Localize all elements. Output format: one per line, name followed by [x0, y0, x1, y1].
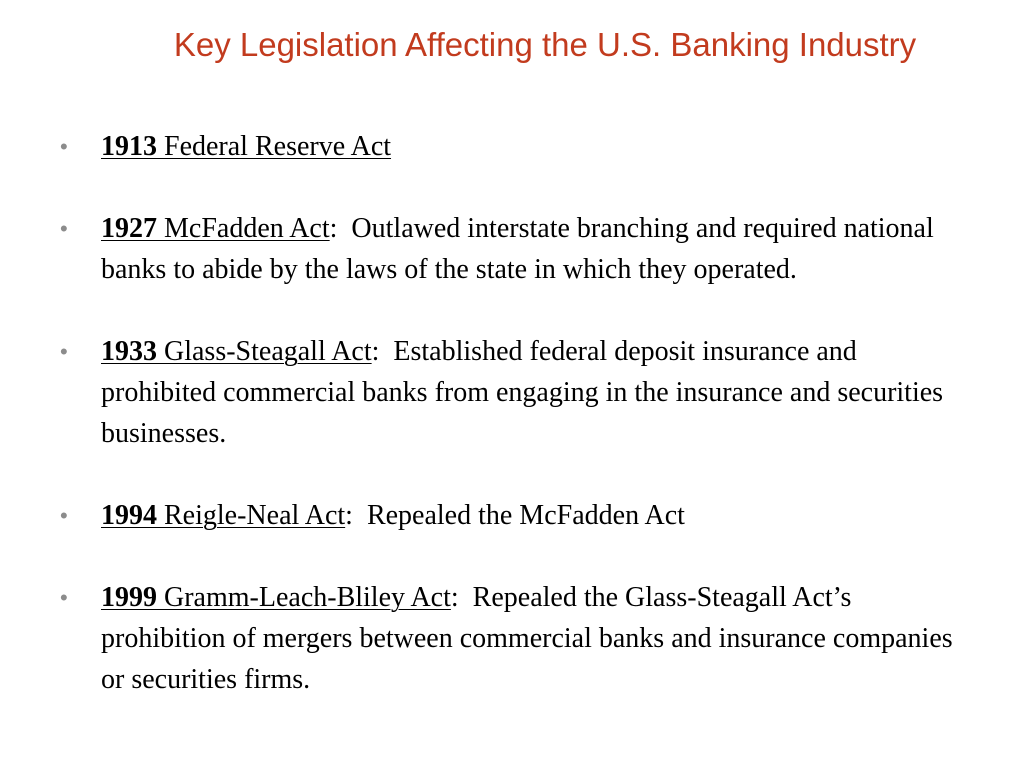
act-name: Federal Reserve Act — [164, 131, 392, 162]
act-year: 1913 — [101, 131, 157, 162]
list-item — [60, 577, 960, 700]
act-title — [101, 131, 391, 162]
act-title — [101, 213, 330, 244]
act-name: Reigle-Neal Act — [164, 500, 346, 531]
act-year: 1927 — [101, 213, 157, 244]
act-separator: : — [371, 336, 380, 367]
act-year: 1999 — [101, 582, 157, 613]
act-year: 1994 — [101, 500, 157, 531]
legislation-list — [60, 126, 960, 700]
act-name: McFadden Act — [164, 213, 330, 244]
bullet-icon: • — [60, 134, 68, 159]
act-description: Repealed the McFadden Act — [366, 500, 685, 531]
act-description: Outlawed interstate branching and required national banks to abide by the laws of the state in which they operated. — [101, 213, 934, 285]
bullet-icon: • — [60, 216, 68, 241]
bullet-icon: • — [60, 503, 68, 528]
act-title — [101, 582, 451, 613]
act-separator: : — [345, 500, 353, 531]
bullet-icon: • — [60, 339, 68, 364]
bullet-icon: • — [60, 585, 68, 610]
act-title — [101, 336, 372, 367]
act-year: 1933 — [101, 336, 157, 367]
list-item — [60, 331, 960, 454]
act-name: Glass-Steagall Act — [164, 336, 372, 367]
act-description: Established federal deposit insurance and prohibited commercial banks from engaging in the insurance and securities businesses. — [101, 336, 944, 449]
list-item — [60, 495, 960, 536]
act-separator: : — [329, 213, 338, 244]
slide-title: Key Legislation Affecting the U.S. Banking Industry — [173, 26, 917, 63]
list-item — [60, 208, 960, 290]
act-description: Repealed the Glass-Steagall Act’s prohibition of mergers between commercial banks and insurance companies or securities firms. — [101, 582, 953, 695]
list-item — [60, 126, 960, 167]
act-name: Gramm-Leach-Bliley Act — [164, 582, 451, 613]
act-title — [101, 500, 345, 531]
act-separator: : — [450, 582, 459, 613]
